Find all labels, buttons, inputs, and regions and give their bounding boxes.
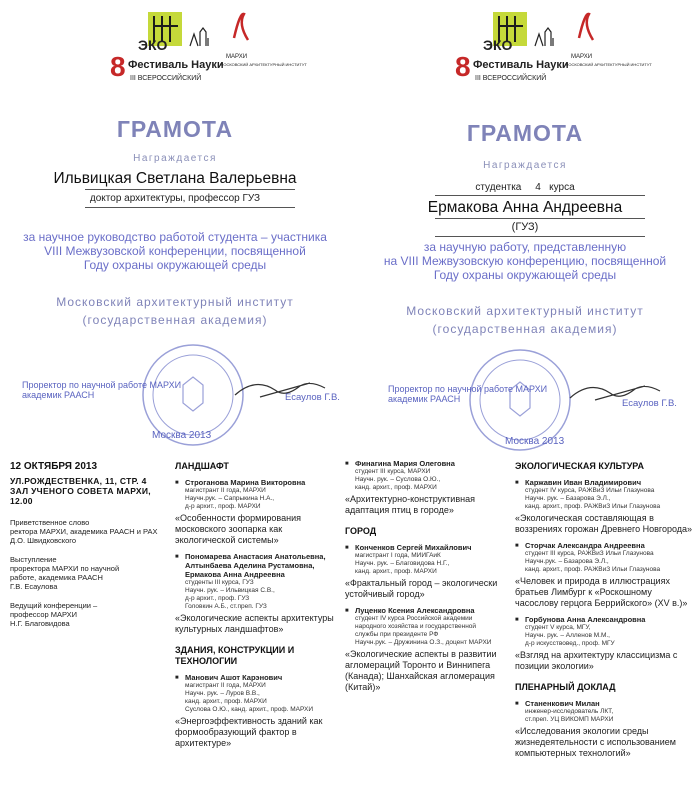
- entry-meta: службы при президенте РФ: [355, 631, 439, 638]
- logo-vserossiysky-text: III ВСЕРОССИЙСКИЙ: [475, 75, 547, 82]
- entry-meta: Научн.рук. – Базарова Э.Л.,: [525, 558, 609, 565]
- recipient-position: доктор архитектуры, профессор ГУЗ: [89, 193, 261, 204]
- logo-marhi-sub: МОСКОВСКИЙ АРХИТЕКТУРНЫЙ ИНСТИТУТ: [220, 62, 307, 67]
- entry-topic: «Взгляд на архитектуру классицизма с позиции экологии»: [515, 650, 678, 671]
- host-line-2: профессор МАРХИ: [10, 610, 78, 619]
- speech-line-2: проректора МАРХИ по научной: [10, 564, 120, 573]
- logo-marhi-text: МАРХИ: [571, 54, 593, 60]
- welcome-block: [10, 518, 160, 545]
- program-section: [175, 645, 335, 749]
- entry-meta: д-р архит., проф. МАРХИ: [185, 503, 261, 510]
- student-label: студентка: [475, 182, 522, 193]
- institute-subtitle: (государственная академия): [432, 322, 618, 336]
- address-line-2: ЗАЛ УЧЕНОГО СОВЕТА МАРХИ, 12.00: [10, 486, 151, 506]
- entry-author: ■ Луценко Ксения Александровна: [345, 606, 505, 615]
- prorector-line-1: Проректор по научной работе МАРХИ: [22, 380, 182, 390]
- host-block: [10, 601, 160, 628]
- speech-line-4: Г.В. Есаулова: [10, 582, 58, 591]
- entry-meta: магистрант II года, МАРХИ: [185, 487, 266, 494]
- entry-meta: Научн. рук. – Луров В.В.,: [185, 690, 260, 697]
- host-line-3: Н.Г. Благовидова: [10, 619, 70, 628]
- section-heading: ГОРОД: [345, 526, 377, 536]
- program-col-1: [10, 461, 160, 628]
- entry-author: ■ Финагина Мария Олеговна: [345, 459, 505, 468]
- institute-subtitle: (государственная академия): [82, 313, 268, 327]
- entry-meta: Научн.рук. – Сапрыкина Н.А.,: [185, 495, 275, 502]
- logo-vserossiysky-text: III ВСЕРОССИЙСКИЙ: [130, 75, 202, 82]
- entry-meta: д-р искусствовед., проф. МГУ: [525, 640, 615, 647]
- section-heading: ПЛЕНАРНЫЙ ДОКЛАД: [515, 682, 616, 692]
- program-entry: [515, 615, 695, 672]
- program-section: [345, 526, 505, 693]
- reason-line-2: VIII Межвузовской конференции, посвященной: [44, 244, 306, 258]
- entry-meta: магистрант II года, МАРХИ: [185, 682, 266, 689]
- conference-program: [0, 455, 700, 799]
- course-number: 4: [535, 182, 541, 193]
- institute-name: [0, 293, 350, 329]
- entry-meta: канд. архит., проф. РАЖВиЗ Ильи Глазунова: [525, 566, 661, 573]
- entry-meta: канд. архит., проф. МАРХИ: [355, 568, 437, 575]
- prorector-title: [22, 380, 181, 400]
- program-col-2: [175, 461, 335, 759]
- program-col-4: [515, 461, 695, 769]
- program-entry: [515, 541, 695, 609]
- certificate-1: [0, 0, 350, 450]
- institute-title: Московский архитектурный институт: [56, 295, 294, 309]
- logo-marhi-text: МАРХИ: [226, 54, 248, 60]
- logo-eko-text: ЭКО: [138, 37, 168, 53]
- awarded-label: Награждается: [133, 153, 217, 164]
- entry-author: ■ Станенкович Милан: [515, 699, 695, 708]
- program-section: [515, 461, 695, 672]
- entry-meta: студент V курса, МГУ,: [525, 624, 591, 631]
- student-course: [350, 182, 700, 193]
- program-address: [10, 476, 160, 506]
- welcome-line-2: ректора МАРХИ, академика РААСН и РАХ: [10, 527, 158, 536]
- entry-meta: Суслова О.Ю., канд. архит., проф. МАРХИ: [185, 706, 314, 713]
- entry-meta: канд. архит., проф. РАЖВиЗ Ильи Глазунова: [525, 503, 661, 510]
- program-entry: [345, 543, 505, 600]
- program-section: [515, 682, 695, 759]
- program-entry: [515, 478, 695, 535]
- speech-line-3: работе, академика РААСН: [10, 573, 103, 582]
- awarded-label: Награждается: [483, 160, 567, 171]
- program-entry: [175, 673, 335, 749]
- entry-author: ■ Конченков Сергей Михайлович: [345, 543, 505, 552]
- host-line-1: Ведущий конференции –: [10, 601, 98, 610]
- reason-line-3: Году охраны окружающей среды: [83, 258, 267, 272]
- welcome-line-3: Д.О. Швидковского: [10, 536, 77, 545]
- speech-block: [10, 555, 160, 591]
- section-heading: ЭКОЛОГИЧЕСКАЯ КУЛЬТУРА: [515, 461, 645, 471]
- certificate-2: [350, 0, 700, 450]
- prorector-title: [388, 384, 547, 404]
- course-label: курса: [549, 182, 575, 193]
- entry-topic: «Особенности формирования московского зоопарка как экологической системы»: [175, 513, 301, 545]
- entry-author: ■ Каржавин Иван Владимирович: [515, 478, 695, 487]
- entry-author: ■ Горбунова Анна Александровна: [515, 615, 695, 624]
- entry-meta: Научн. рук. – Суслова О.Ю.,: [355, 476, 441, 483]
- entry-meta: студенты III курса, ГУЗ: [185, 579, 254, 586]
- entry-meta: магистрант I года, МИИГАиК: [355, 552, 441, 559]
- course-underline: [435, 195, 645, 196]
- entry-author: ■ Манович Ашот Карэнович: [175, 673, 335, 682]
- entry-meta: ст.преп. УЦ ВИКОМП МАРХИ: [525, 716, 614, 723]
- entry-author: ■ Строганова Марина Викторовна: [175, 478, 335, 487]
- entry-topic: «Архитектурно-конструктивная адаптация птиц в городе»: [345, 494, 475, 515]
- city-year: Москва 2013: [152, 430, 212, 441]
- name-underline: [85, 189, 295, 190]
- program-col-3: [345, 459, 505, 703]
- certificate-title: ГРАМОТА: [116, 116, 234, 142]
- address-line-1: УЛ.РОЖДЕСТВЕНКА, 11, СТР. 4: [10, 476, 147, 486]
- award-reason: [350, 240, 700, 282]
- welcome-line-1: Приветственное слово: [10, 518, 90, 527]
- reason-line-2: на VIII Межвузовскую конференцию, посвященной: [383, 254, 667, 268]
- logo-eko-text: ЭКО: [483, 37, 513, 53]
- program-date: 12 ОКТЯБРЯ 2013: [10, 461, 98, 472]
- program-section: [345, 459, 505, 516]
- entry-meta: канд. архит., проф. МАРХИ: [185, 698, 267, 705]
- section-heading: ЛАНДШАФТ: [175, 461, 229, 471]
- entry-meta: д-р архит., проф. ГУЗ: [185, 595, 250, 602]
- section-heading: ЗДАНИЯ, КОНСТРУКЦИИ И ТЕХНОЛОГИИ: [175, 645, 295, 666]
- recipient-org: (ГУЗ): [511, 221, 539, 233]
- program-entry: [175, 552, 335, 635]
- recipient-name: Ильвицкая Светлана Валерьевна: [53, 170, 297, 187]
- entry-meta: студент III курса, РАЖВиЗ Ильи Глазунова: [525, 550, 654, 557]
- entry-meta: Научн. рук. – Базарова Э.Л.,: [525, 495, 611, 502]
- entry-topic: «Исследования экологии среды жизнедеятельности с использованием компьютерных технологий»: [515, 726, 676, 758]
- recipient-name: Ермакова Анна Андреевна: [427, 199, 623, 216]
- festival-logo: [110, 8, 307, 98]
- entry-topic: «Экологические аспекты в развитии агломераций Торонто и Виннипега (Канада); Шанхайская агломерация (Китай)»: [345, 649, 497, 692]
- signer-name: Есаулов Г.В.: [285, 392, 340, 403]
- entry-meta: студент IV курса, РАЖВиЗ Ильи Глазунова: [525, 487, 655, 494]
- logo-number: 8: [110, 51, 126, 82]
- program-section: [175, 461, 335, 635]
- entry-author: ■ Сторчак Александра Андреевна: [515, 541, 695, 550]
- entry-topic: «Энергоэффективность зданий как формообразующий фактор в архитектуре»: [175, 716, 323, 748]
- program-entry: [175, 478, 335, 546]
- entry-meta: студент III курса, МАРХИ: [355, 468, 431, 475]
- entry-meta: Головкин А.Б., ст.преп. ГУЗ: [185, 603, 267, 610]
- name-underline: [435, 218, 645, 219]
- entry-meta: инженер-исследователь ЛКТ,: [525, 708, 614, 715]
- institute-title: Московский архитектурный институт: [406, 304, 644, 318]
- logo-festival-text: Фестиваль Науки: [473, 59, 569, 71]
- logo-marhi-sub: МОСКОВСКИЙ АРХИТЕКТУРНЫЙ ИНСТИТУТ: [565, 62, 652, 67]
- entry-topic: «Экологические аспекты архитектуры культурных ландшафтов»: [175, 613, 334, 634]
- award-reason: [0, 230, 350, 272]
- festival-logo: [455, 8, 652, 98]
- entry-meta: Научн. рук. – Алленов М.М.,: [525, 632, 610, 639]
- entry-topic: «Экологическая составляющая в воззрениях горожан Древнего Новгорода»: [515, 513, 693, 534]
- city-year: Москва 2013: [505, 436, 565, 447]
- reason-line-1: за научное руководство работой студента – участника: [23, 230, 327, 244]
- org-underline: [435, 236, 645, 237]
- logo-festival-text: Фестиваль Науки: [128, 59, 224, 71]
- prorector-line-2: академик РААСН: [22, 390, 95, 400]
- certificate-title: ГРАМОТА: [466, 120, 584, 146]
- reason-line-3: Году охраны окружающей среды: [433, 268, 617, 282]
- reason-line-1: за научную работу, представленную: [423, 240, 627, 254]
- entry-topic: «Человек и природа в иллюстрациях братьев Лимбург к «Роскошному часослову герцога Беррийского» (XV в.)»: [515, 576, 688, 608]
- institute-name: [350, 302, 700, 338]
- entry-meta: канд. архит., проф. МАРХИ: [355, 484, 437, 491]
- program-entry: [515, 699, 695, 759]
- prorector-line-2: академик РААСН: [388, 394, 461, 404]
- prorector-line-1: Проректор по научной работе МАРХИ: [388, 384, 548, 394]
- position-underline: [85, 207, 295, 208]
- entry-meta: Научн. рук. – Ильвицкая С.В.,: [185, 587, 275, 594]
- program-entry: [345, 459, 505, 516]
- entry-meta: народного хозяйства и государственной: [355, 623, 477, 630]
- logo-number: 8: [455, 51, 471, 82]
- entry-meta: Научн. рук. – Благовидова Н.Г.,: [355, 560, 450, 567]
- signer-name: Есаулов Г.В.: [622, 398, 677, 409]
- entry-meta: Научн.рук. – Дружинина О.З., доцент МАРХИ: [355, 639, 492, 646]
- entry-meta: студент IV курса Российской академии: [355, 615, 473, 622]
- entry-topic: «Фрактальный город – экологически устойчивый город»: [345, 578, 498, 599]
- program-entry: [345, 606, 505, 693]
- speech-line-1: Выступление: [10, 555, 57, 564]
- entry-author: ■ Пономарева Анастасия Анатольевна, Алтынбаева Аделина Рустамовна, Ермакова Анна Андреевна: [175, 552, 335, 579]
